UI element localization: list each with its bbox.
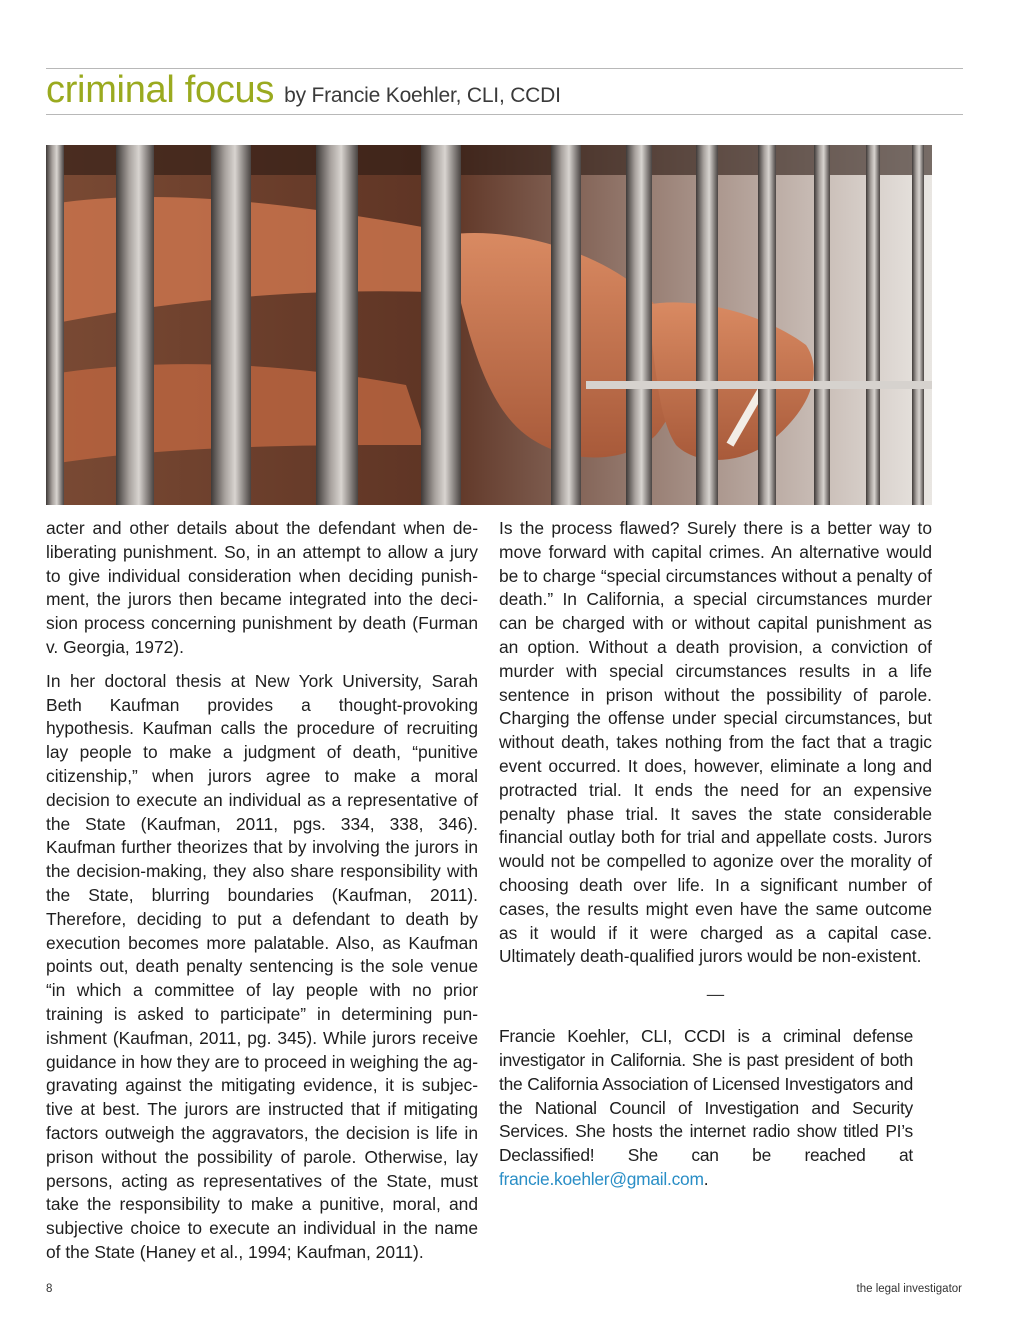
section-divider: — — [706, 984, 725, 1005]
right-column — [499, 517, 932, 1202]
prison-bars-illustration — [46, 145, 932, 505]
hands-through-prison-bars-photo — [46, 145, 932, 505]
left-paragraph-2: In her doctoral thesis at New York University, Sarah Beth Kaufman provides a thought-provoking hypothesis. Kaufman calls the procedure of recruiting lay people to make a judgment of death, “punitive citizenship,” when jurors agree to make a moral decision to execute an individual as a representative of the State (Kaufman, 2011, pgs. 334, 338, 346). Kaufman further theorizes that by involving the jurors in the decision-making, they also share responsibility with the State, blurring boundaries (Kaufman, 2011). Therefore, deciding to put a defendant to death by execution becomes more palatable. Also, as Kaufman points out, death penalty sentencing is the sole venue “in which a committee of lay people with no prior training is asked to participate” in determining punishment (Kaufman, 2011, pg. 345). While jurors receive guidance in how they are to proceed in weighing the aggravating against the mitigating evidence, it is subjective at best. The jurors are instructed that if mitigating factors outweigh the aggravators, the decision is life in prison without the possibility of parole. Otherwise, lay persons, acting as representatives of the State, must take the responsibility to make a punitive, moral, and subjective choice to execute an individual in the name of the State (Haney et al., 1994; Kaufman, 2011). — [46, 670, 478, 1262]
article-header — [46, 66, 561, 114]
byline: by Francie Koehler, CLI, CCDI — [284, 84, 561, 107]
section-title: criminal focus — [46, 69, 275, 111]
author-bio — [499, 1025, 913, 1192]
author-email-link[interactable]: francie.koehler@gmail.com — [499, 1168, 704, 1189]
left-paragraph-1: acter and other details about the defendant when deliberating punishment. So, in an attempt to allow a jury to give individual consideration when deciding punishment, the jurors then became integrated into the decision process concerning punishment by death (Furman v. Georgia, 1972). — [46, 518, 478, 657]
header-bottom-rule — [46, 114, 963, 115]
left-column — [46, 517, 478, 1275]
right-paragraph-1: Is the process flawed? Surely there is a better way to move forward with capital crimes. An alternative would be to charge “special circumstances without a penalty of death.” In California, a special circumstances murder can be charged with or without capital punishment as an option. Without a death provision, a conviction of murder with special circumstances results in a life sentence in prison without the possibility of parole. Charging the offense under special circumstances, but without death, takes nothing from the fact that a tragic event occurred. It does, however, eliminate a long and protracted trial. It ends the need for an expensive penalty phase trial. It saves the state considerable financial outlay both for trial and appellate costs. Jurors would not be compelled to agonize over the morality of choosing death over life. In a significant number of cases, the results might even have the same outcome as it would if it were charged as a capital case. Ultimately death-qualified jurors would be non-existent. — [499, 518, 932, 967]
page-number: 8 — [46, 1283, 53, 1295]
author-bio-end: . — [703, 1168, 709, 1189]
publication-name: the legal investigator — [856, 1283, 962, 1295]
author-bio-text: Francie Koehler, CLI, CCDI is a criminal defense investigator in California. She is past president of both the California Association of Licensed Investigators and the National Council of Investigation and Security Services. She hosts the internet radio show titled PI’s Declassified! She can be reached at — [499, 1026, 913, 1166]
